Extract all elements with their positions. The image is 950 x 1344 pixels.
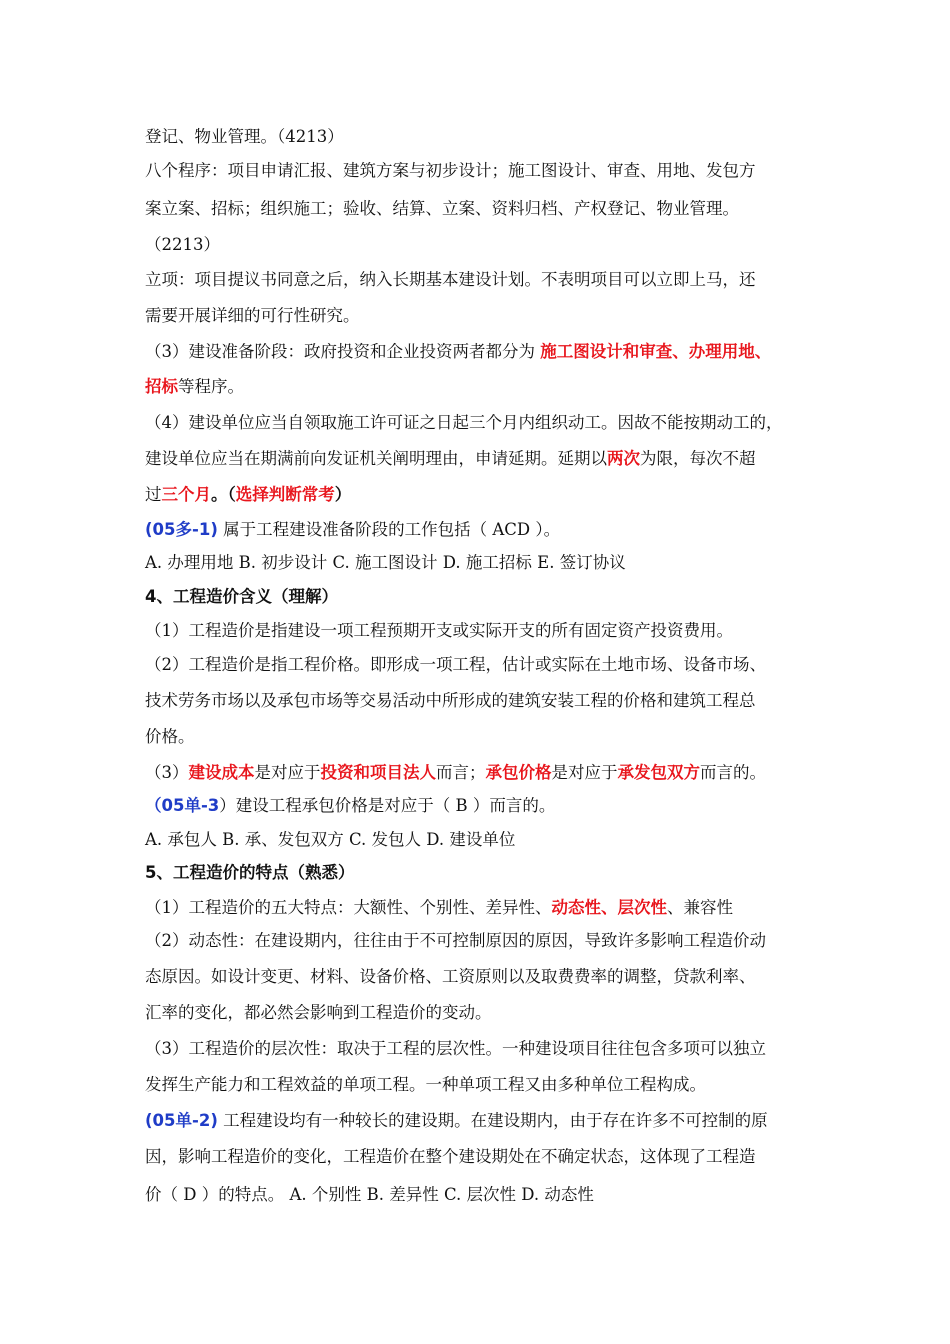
text-span: 等程序。 bbox=[178, 377, 244, 396]
text-span: （2）工程造价是指工程价格。即形成一项工程，估计或实际在土地市场、设备市场、 bbox=[145, 655, 766, 674]
paragraph-line bbox=[145, 1074, 706, 1096]
text-span: A. 办理用地 B. 初步设计 C. 施工图设计 D. 施工招标 E. 签订协议 bbox=[145, 553, 626, 572]
text-span: 案立案、招标；组织施工；验收、结算、立案、资料归档、产权登记、物业管理。 bbox=[145, 199, 739, 218]
text-span: 态原因。如设计变更、材料、设备价格、工资原则以及取费费率的调整，贷款利率、 bbox=[145, 967, 756, 986]
question-line bbox=[145, 519, 560, 541]
emphasis-text: 选择判断常考 bbox=[235, 485, 335, 504]
text-span: 建设单位应当在期满前向发证机关阐明理由，申请延期。延期以 bbox=[145, 449, 607, 468]
question-tag: (05多-1) bbox=[145, 520, 218, 539]
paragraph-line bbox=[145, 620, 733, 642]
section-heading bbox=[145, 862, 354, 884]
text-span: 价格。 bbox=[145, 727, 195, 746]
paragraph-line bbox=[145, 1184, 594, 1206]
question-tag: (05单-2) bbox=[145, 1111, 218, 1130]
text-span: 八个程序：项目申请汇报、建筑方案与初步设计；施工图设计、审查、用地、发包方 bbox=[145, 161, 756, 180]
paragraph-line bbox=[145, 305, 360, 327]
paragraph-line bbox=[145, 1002, 492, 1024]
paragraph-line bbox=[145, 448, 756, 470]
text-span: （3）建设准备阶段：政府投资和企业投资两者都分为 bbox=[145, 342, 541, 361]
paragraph-line bbox=[145, 412, 783, 434]
text-span: 发挥生产能力和工程效益的单项工程。一种单项工程又由多种单位工程构成。 bbox=[145, 1075, 706, 1094]
text-span: （3）工程造价的层次性：取决于工程的层次性。一种建设项目往往包含多项可以独立 bbox=[145, 1039, 766, 1058]
paragraph-line bbox=[145, 126, 344, 148]
text-span: ）建设工程承包价格是对应于（ B ）而言的。 bbox=[219, 796, 556, 815]
options-line bbox=[145, 829, 515, 851]
text-span: 而言； bbox=[436, 763, 486, 782]
question-line bbox=[145, 795, 555, 817]
paragraph-line bbox=[145, 930, 766, 952]
heading-text: 5、工程造价的特点（熟悉） bbox=[145, 863, 355, 882]
text-span: 工程建设均有一种较长的建设期。在建设期内，由于存在许多不可控制的原 bbox=[217, 1111, 768, 1130]
text-span: （2213） bbox=[145, 235, 220, 254]
paragraph-line bbox=[145, 160, 756, 182]
emphasis-text: 施工图设计和审查、办理用地、 bbox=[540, 342, 772, 361]
text-span: 是对应于 bbox=[551, 763, 618, 782]
question-line bbox=[145, 1110, 768, 1132]
text-span: 登记、物业管理。（4213） bbox=[145, 127, 344, 146]
text-span: （3） bbox=[145, 763, 189, 782]
paragraph-line bbox=[145, 269, 756, 291]
paragraph-line bbox=[145, 726, 195, 748]
emphasis-text: 两次 bbox=[607, 449, 640, 468]
text-span: 因，影响工程造价的变化，工程造价在整个建设期处在不确定状态，这体现了工程造 bbox=[145, 1147, 756, 1166]
paragraph-line bbox=[145, 690, 756, 712]
question-tag: （05单-3 bbox=[145, 796, 220, 815]
paragraph-line bbox=[145, 376, 244, 398]
text-span: ） bbox=[334, 485, 352, 504]
text-span: （2）动态性：在建设期内，往往由于不可控制原因的原因，导致许多影响工程造价动 bbox=[145, 931, 766, 950]
text-span: 是对应于 bbox=[254, 763, 321, 782]
paragraph-line bbox=[145, 234, 220, 256]
text-span: 立项：项目提议书同意之后，纳入长期基本建设计划。不表明项目可以立即上马，还 bbox=[145, 270, 756, 289]
section-heading bbox=[145, 586, 338, 608]
text-span: （1）工程造价的五大特点：大额性、个别性、差异性、 bbox=[145, 898, 552, 917]
heading-text: 4、工程造价含义（理解） bbox=[145, 587, 338, 606]
text-span: 、兼容性 bbox=[667, 898, 733, 917]
text-span: 汇率的变化，都必然会影响到工程造价的变动。 bbox=[145, 1003, 492, 1022]
text-span: （1）工程造价是指建设一项工程预期开支或实际开支的所有固定资产投资费用。 bbox=[145, 621, 733, 640]
paragraph-line bbox=[145, 1038, 766, 1060]
text-span: 需要开展详细的可行性研究。 bbox=[145, 306, 360, 325]
text-span: 技术劳务市场以及承包市场等交易活动中所形成的建筑安装工程的价格和建筑工程总 bbox=[145, 691, 756, 710]
text-span: 。（ bbox=[211, 485, 236, 504]
paragraph-line bbox=[145, 966, 756, 988]
emphasis-text: 三个月 bbox=[161, 485, 211, 504]
text-span: 而言的。 bbox=[700, 763, 766, 782]
paragraph-line bbox=[145, 762, 766, 784]
options-line bbox=[145, 552, 626, 574]
text-span: A. 承包人 B. 承、发包双方 C. 发包人 D. 建设单位 bbox=[145, 830, 516, 849]
emphasis-text: 承发包双方 bbox=[617, 763, 700, 782]
emphasis-text: 承包价格 bbox=[485, 763, 552, 782]
paragraph-line bbox=[145, 654, 766, 676]
emphasis-text: 投资和项目法人 bbox=[320, 763, 436, 782]
emphasis-text: 建设成本 bbox=[188, 763, 255, 782]
emphasis-text: 招标 bbox=[145, 377, 178, 396]
paragraph-line bbox=[145, 198, 739, 220]
text-span: 过 bbox=[145, 485, 162, 504]
text-span: （4）建设单位应当自领取施工许可证之日起三个月内组织动工。因故不能按期动工的， bbox=[145, 413, 783, 432]
paragraph-line bbox=[145, 897, 733, 919]
paragraph-line bbox=[145, 1146, 756, 1168]
text-span: 属于工程建设准备阶段的工作包括（ ACD ）。 bbox=[217, 520, 561, 539]
text-span: 为限，每次不超 bbox=[640, 449, 756, 468]
text-span: 价（ D ）的特点。 A. 个别性 B. 差异性 C. 层次性 D. 动态性 bbox=[145, 1185, 594, 1204]
paragraph-line bbox=[145, 484, 351, 506]
emphasis-text: 动态性、层次性 bbox=[551, 898, 667, 917]
paragraph-line bbox=[145, 341, 771, 363]
